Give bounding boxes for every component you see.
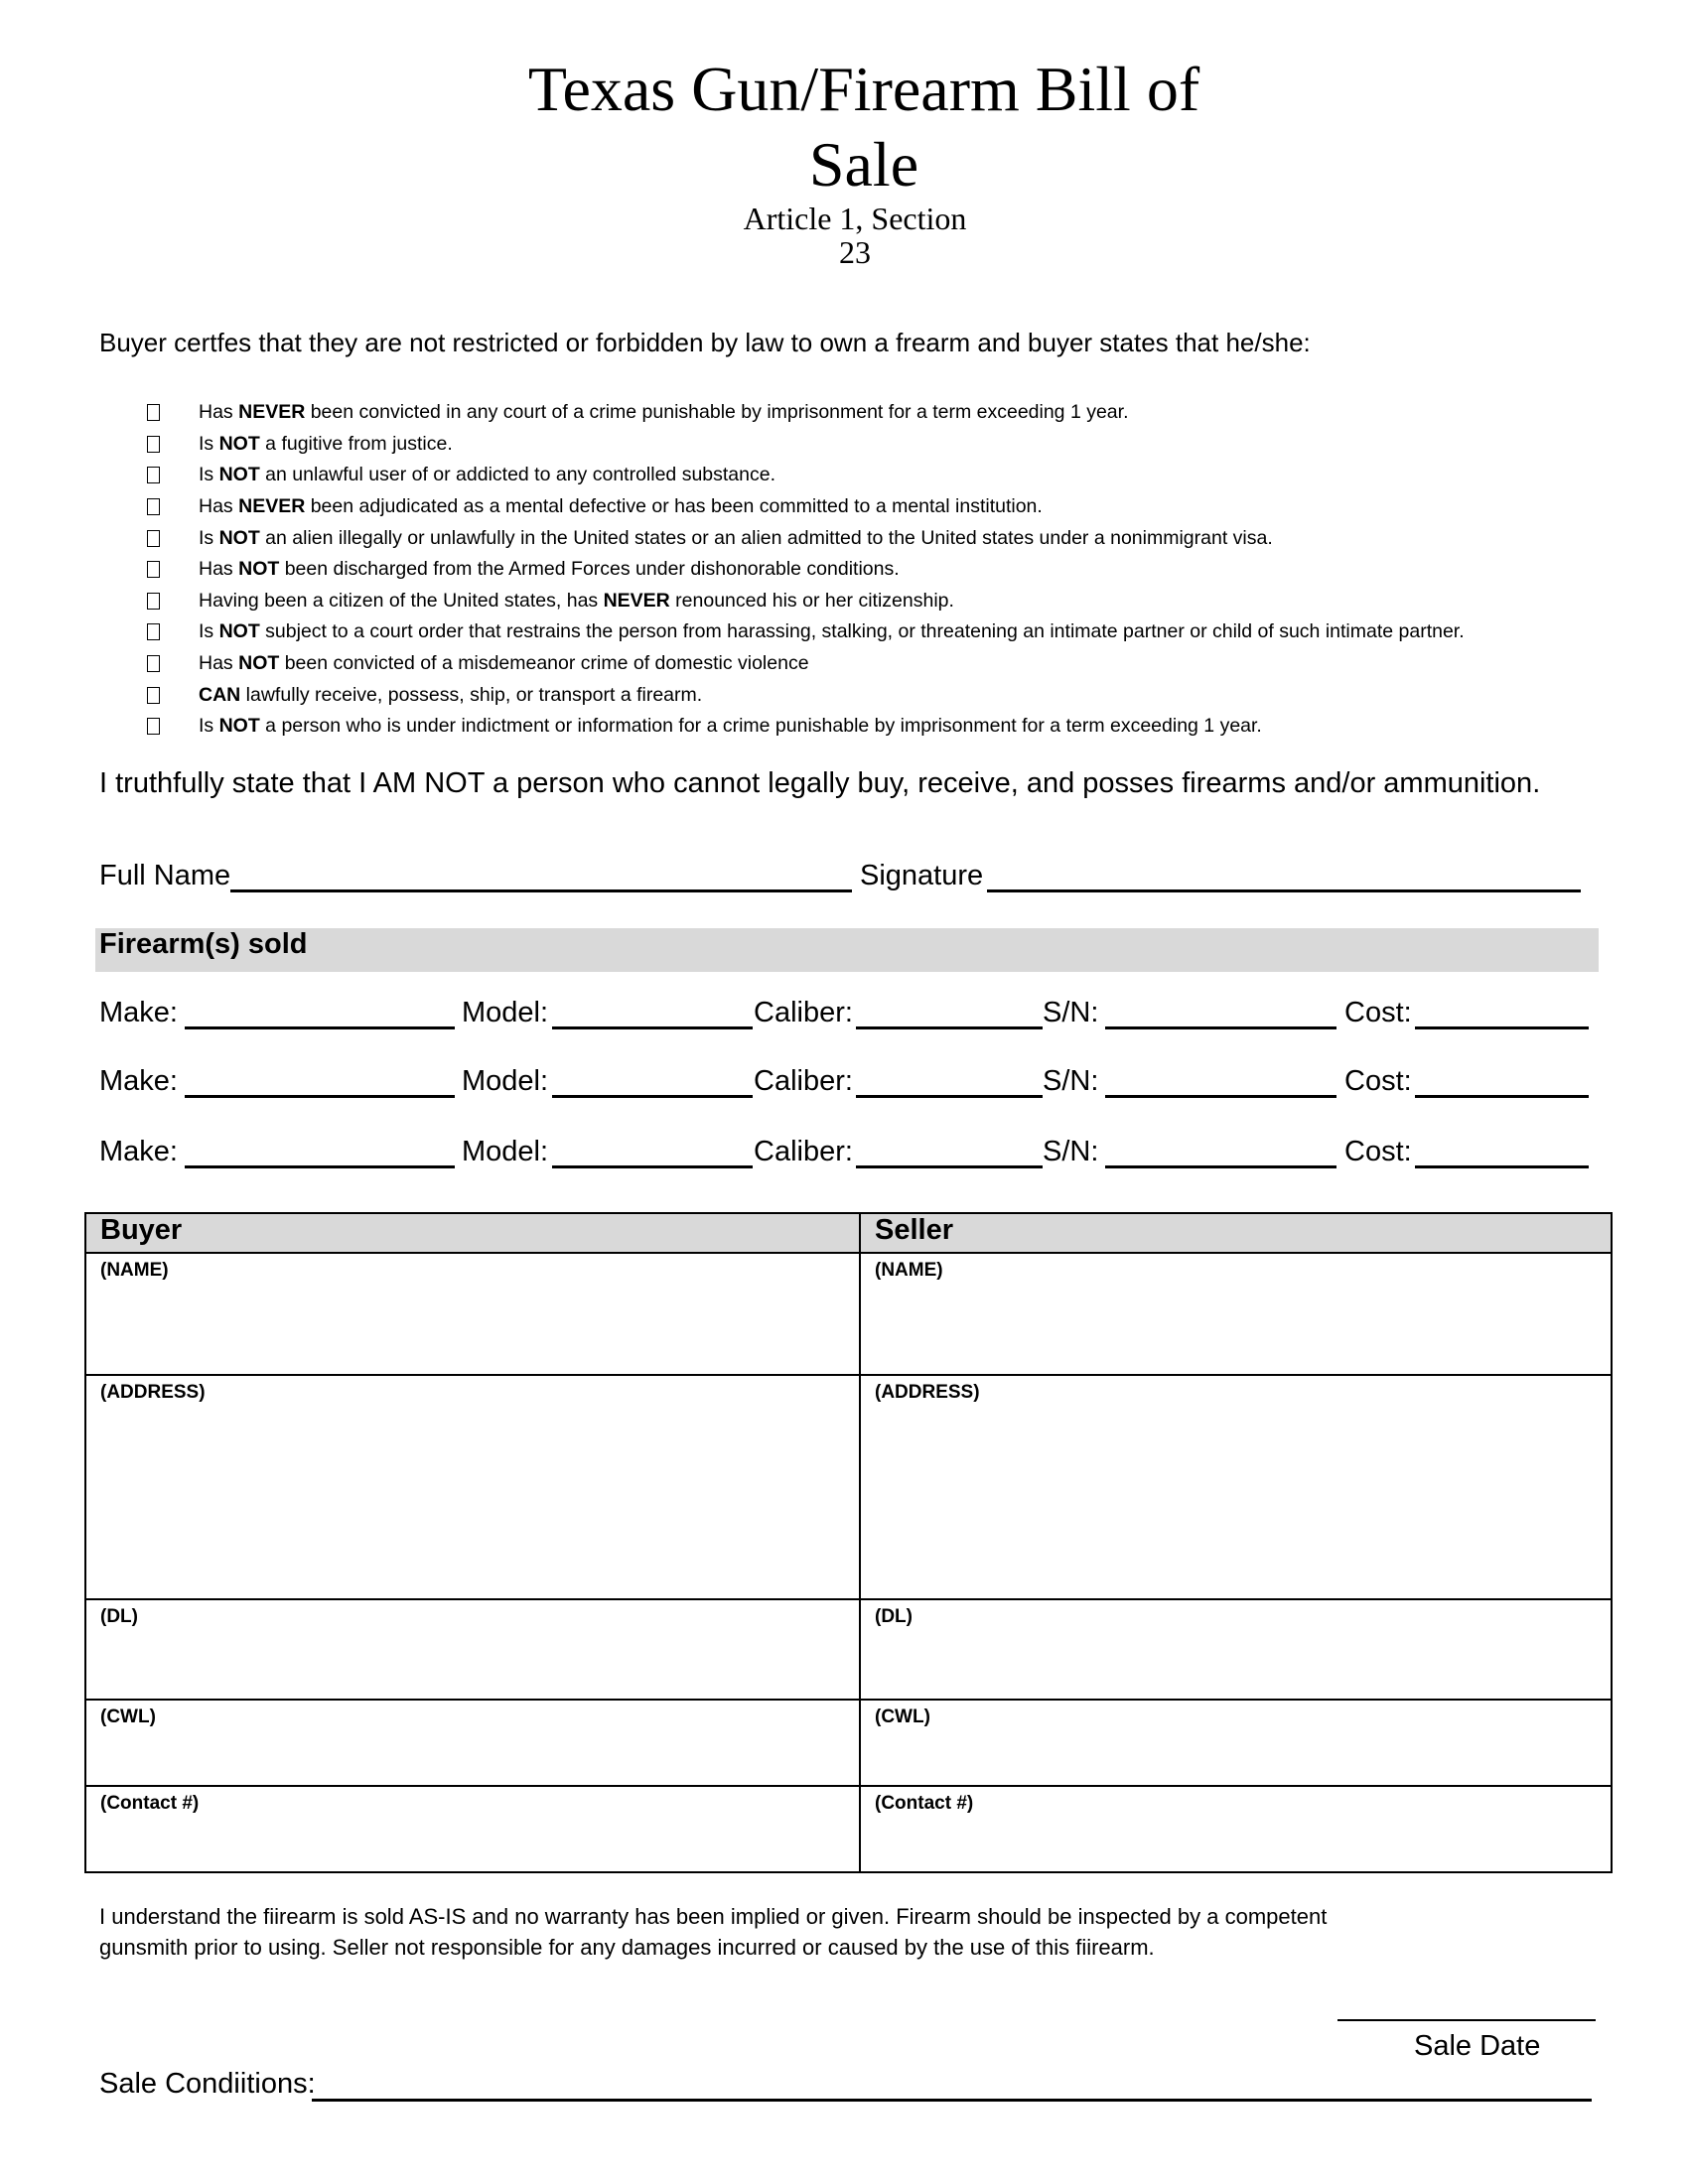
checklist-item-text [199, 495, 1043, 518]
document-title [0, 52, 1688, 203]
caliber-label: Caliber: [754, 1065, 853, 1097]
checklist-item-prefix: Has [199, 652, 239, 675]
checklist-item-suffix: renounced his or her citizenship. [669, 589, 954, 612]
sn-line[interactable] [1105, 1026, 1336, 1029]
cost-label: Cost: [1344, 1065, 1412, 1097]
checklist-item-suffix: been convicted of a misdemeanor crime of domestic violence [279, 652, 809, 675]
contact-row [85, 1786, 1612, 1872]
checklist-item [147, 491, 1465, 523]
make-label: Make: [99, 997, 178, 1028]
checklist-item-prefix: Having been a citizen of the United states, has [199, 589, 604, 612]
checklist-item-suffix: been discharged from the Armed Forces under dishonorable conditions. [279, 558, 900, 581]
title-line-1: Texas Gun/Firearm Bill of [527, 54, 1200, 124]
checkbox[interactable] [147, 530, 160, 547]
checkbox[interactable] [147, 561, 160, 578]
checklist-item-emphasis: NEVER [238, 401, 306, 424]
caliber-line[interactable] [856, 1026, 1043, 1029]
checklist-item-text [199, 558, 900, 581]
checklist-item-suffix: a fugitive from justice. [259, 432, 453, 455]
parties-header-row [85, 1213, 1612, 1253]
firearms-section-header [95, 928, 1599, 972]
checklist-item-emphasis: NEVER [238, 495, 306, 518]
parties-table [84, 1212, 1613, 1873]
caliber-label: Caliber: [754, 1136, 853, 1167]
cost-label: Cost: [1344, 997, 1412, 1028]
sale-date-line[interactable] [1337, 2019, 1596, 2021]
checklist-item-suffix: lawfully receive, possess, ship, or transport a firearm. [240, 683, 703, 706]
caliber-line[interactable] [856, 1165, 1043, 1168]
checklist-item-prefix: Has [199, 558, 239, 581]
checklist-item [147, 554, 1465, 586]
cost-line[interactable] [1415, 1095, 1589, 1098]
signature-line[interactable] [987, 889, 1581, 892]
make-label: Make: [99, 1065, 178, 1097]
buyer-header: Buyer [85, 1213, 860, 1253]
model-label: Model: [462, 997, 549, 1028]
checklist-item-emphasis: NOT [238, 558, 280, 581]
checkbox[interactable] [147, 623, 160, 640]
checklist-item-prefix: Is [199, 432, 219, 455]
firearms-section-title: Firearm(s) sold [99, 928, 308, 960]
checklist-item-suffix: been adjudicated as a mental defective or has been committed to a mental institution. [305, 495, 1043, 518]
eligibility-checklist [147, 397, 1465, 743]
name-row [85, 1253, 1612, 1375]
as-is-disclaimer: I understand the fiirearm is sold AS-IS and no warranty has been implied or given. Firearm should be inspected by a competent gunsmith prior to using. Seller not responsible for any damages incurred or caused by the use of this fiirearm. [99, 1904, 1328, 1960]
sn-label: S/N: [1043, 997, 1099, 1028]
checklist-item-prefix: Has [199, 401, 239, 424]
checklist-item-prefix: Is [199, 526, 219, 549]
checklist-item-suffix: been convicted in any court of a crime punishable by imprisonment for a term exceeding 1 year. [305, 401, 1129, 424]
checklist-item-emphasis: NEVER [603, 589, 670, 612]
checklist-item [147, 616, 1465, 648]
checklist-item-text [199, 684, 702, 707]
make-line[interactable] [185, 1026, 455, 1029]
make-label: Make: [99, 1136, 178, 1167]
model-line[interactable] [552, 1165, 753, 1168]
cost-line[interactable] [1415, 1026, 1589, 1029]
checklist-item-suffix: an unlawful user of or addicted to any controlled substance. [259, 464, 776, 486]
seller-dl-field[interactable]: (DL) [860, 1599, 1612, 1700]
checklist-item [147, 522, 1465, 554]
full-name-label: Full Name [99, 860, 231, 891]
checklist-item-prefix: Is [199, 620, 219, 643]
checkbox[interactable] [147, 718, 160, 735]
checklist-item-text [199, 464, 775, 486]
checkbox[interactable] [147, 404, 160, 421]
checklist-item-prefix: Is [199, 464, 219, 486]
make-line[interactable] [185, 1165, 455, 1168]
checklist-item-suffix: subject to a court order that restrains the person from harassing, stalking, or threatening an intimate partner or child of such intimate partner. [259, 620, 1465, 643]
subtitle-line-2: 23 [839, 234, 871, 270]
cwl-row [85, 1700, 1612, 1786]
checkbox[interactable] [147, 593, 160, 610]
checklist-item [147, 679, 1465, 711]
checklist-item-text [199, 433, 453, 456]
checklist-item [147, 397, 1465, 429]
checklist-item [147, 460, 1465, 491]
sn-label: S/N: [1043, 1136, 1099, 1167]
sale-conditions-line[interactable] [312, 2099, 1592, 2102]
checklist-item [147, 648, 1465, 680]
checklist-item-text [199, 401, 1129, 424]
sn-line[interactable] [1105, 1095, 1336, 1098]
model-line[interactable] [552, 1026, 753, 1029]
checklist-item-prefix: Has [199, 495, 239, 518]
legal-statement: I truthfully state that I AM NOT a person who cannot legally buy, receive, and posses firearms and/or ammunition. [99, 767, 1541, 799]
checklist-item-emphasis: NOT [218, 432, 260, 455]
checklist-item-text [199, 652, 809, 675]
checklist-item-emphasis: NOT [238, 652, 280, 675]
dl-row [85, 1599, 1612, 1700]
title-line-2: Sale [808, 129, 919, 200]
checklist-item-text [199, 620, 1465, 643]
buyer-cwl-field[interactable]: (CWL) [85, 1700, 860, 1786]
checkbox[interactable] [147, 467, 160, 483]
checklist-item-emphasis: NOT [218, 715, 260, 738]
buyer-name-field[interactable]: (NAME) [85, 1253, 860, 1375]
buyer-address-field[interactable]: (ADDRESS) [85, 1375, 860, 1599]
seller-address-field[interactable]: (ADDRESS) [860, 1375, 1612, 1599]
seller-contact-field[interactable]: (Contact #) [860, 1786, 1612, 1872]
buyer-dl-field[interactable]: (DL) [85, 1599, 860, 1700]
checklist-item-text [199, 590, 954, 613]
sale-date-label: Sale Date [1414, 2030, 1541, 2062]
checklist-item [147, 586, 1465, 617]
seller-header: Seller [860, 1213, 1612, 1253]
checklist-item [147, 429, 1465, 461]
checkbox[interactable] [147, 436, 160, 453]
document-subtitle [0, 202, 1688, 269]
signature-label: Signature [860, 860, 984, 891]
address-row [85, 1375, 1612, 1599]
checkbox[interactable] [147, 498, 160, 515]
checkbox[interactable] [147, 687, 160, 704]
checklist-item-suffix: an alien illegally or unlawfully in the United states or an alien admitted to the United states under a nonimmigrant visa. [259, 526, 1273, 549]
checklist-item-text [199, 527, 1273, 550]
cost-label: Cost: [1344, 1136, 1412, 1167]
cost-line[interactable] [1415, 1165, 1589, 1168]
caliber-line[interactable] [856, 1095, 1043, 1098]
buyer-contact-field[interactable]: (Contact #) [85, 1786, 860, 1872]
sn-label: S/N: [1043, 1065, 1099, 1097]
model-label: Model: [462, 1136, 549, 1167]
checklist-item-emphasis: NOT [218, 620, 260, 643]
intro-text: Buyer certfes that they are not restricted or forbidden by law to own a frearm and buyer states that he/she: [99, 328, 1311, 357]
seller-name-field[interactable]: (NAME) [860, 1253, 1612, 1375]
checklist-item-emphasis: NOT [218, 464, 260, 486]
model-line[interactable] [552, 1095, 753, 1098]
subtitle-line-1: Article 1, Section [743, 201, 967, 236]
make-line[interactable] [185, 1095, 455, 1098]
sn-line[interactable] [1105, 1165, 1336, 1168]
model-label: Model: [462, 1065, 549, 1097]
checklist-item-emphasis: NOT [218, 526, 260, 549]
checklist-item [147, 711, 1465, 743]
sale-conditions-label: Sale Condiitions: [99, 2068, 316, 2100]
full-name-line[interactable] [230, 889, 852, 892]
checklist-item-text [199, 715, 1262, 738]
seller-cwl-field[interactable]: (CWL) [860, 1700, 1612, 1786]
checkbox[interactable] [147, 655, 160, 672]
checklist-item-suffix: a person who is under indictment or information for a crime punishable by imprisonment for a term exceeding 1 year. [259, 715, 1262, 738]
caliber-label: Caliber: [754, 997, 853, 1028]
checklist-item-prefix: Is [199, 715, 219, 738]
checklist-item-emphasis: CAN [199, 683, 241, 706]
